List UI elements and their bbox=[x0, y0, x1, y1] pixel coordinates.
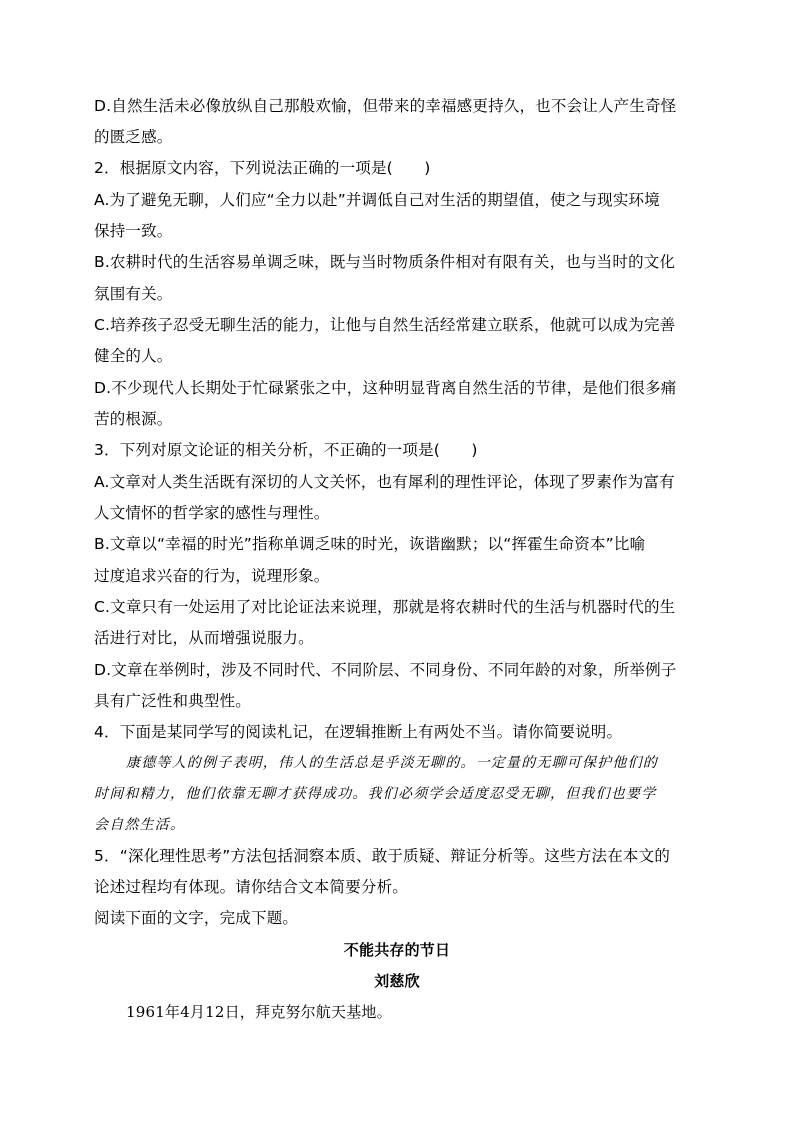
q3-option-d-line2: 具有广泛性和典型性。 bbox=[94, 692, 252, 710]
q4-note-line1: 康德等人的例子表明，伟人的生活总是乎淡无聊的。一定量的无聊可保护他们的 bbox=[126, 755, 658, 771]
q3-option-b-line1: B.文章以“幸福的时光”指称单调乏味的时光，诙谐幽默；以“挥霍生命资本”比喻 bbox=[94, 535, 646, 553]
q3-option-d-line1: D.文章在举例时，涉及不同时代、不同阶层、不同身份、不同年龄的对象，所举例子 bbox=[94, 661, 677, 679]
q4-note-line3: 会自然生活。 bbox=[94, 817, 186, 833]
q3-option-a-line1: A.文章对人类生活既有深切的人文关怀，也有犀利的理性评论，体现了罗素作为富有 bbox=[94, 473, 675, 491]
q4-note-line2: 时间和精力，他们依靠无聊才获得成功。我们必须学会适度忍受无聊，但我们也要学 bbox=[94, 786, 657, 802]
q3-option-c-line2: 活进行对比，从而增强说服力。 bbox=[94, 629, 314, 647]
q5-stem-line1: 5．“深化理性思考”方法包括洞察本质、敢于质疑、辩证分析等。这些方法在本文的 bbox=[94, 847, 671, 865]
q2-option-b-line1: B.农耕时代的生活容易单调乏味，既与当时物质条件相对有限有关，也与当时的文化 bbox=[94, 253, 676, 271]
q2-option-d-line1: D.不少现代人长期处于忙碌紧张之中，这种明显背离自然生活的节律，是他们很多痛 bbox=[94, 379, 677, 397]
q2-option-c-line1: C.培养孩子忍受无聊生活的能力，让他与自然生活经常建立联系，他就可以成为完善 bbox=[94, 316, 676, 334]
q2-option-c-line2: 健全的人。 bbox=[94, 347, 173, 365]
story-first-line: 1961年4月12日，拜克努尔航天基地。 bbox=[126, 1003, 392, 1021]
q3-stem: 3．下列对原文论证的相关分析，不正确的一项是( ) bbox=[94, 441, 478, 459]
q2-option-a-line2: 保持一致。 bbox=[94, 222, 173, 240]
story-title: 不能共存的节日 bbox=[343, 941, 451, 959]
story-author: 刘慈欣 bbox=[374, 972, 420, 990]
q2-stem: 2．根据原文内容，下列说法正确的一项是( ) bbox=[94, 159, 431, 177]
q2-option-b-line2: 氛围有关。 bbox=[94, 285, 173, 303]
q5-stem-line2: 论述过程均有体现。请你结合文本简要分析。 bbox=[94, 878, 409, 896]
q2-option-d-line2: 苦的根源。 bbox=[94, 410, 173, 428]
q1-option-d-line2: 的匮乏感。 bbox=[94, 128, 173, 146]
q3-option-c-line1: C.文章只有一处运用了对比论证法来说理，那就是将农耕时代的生活与机器时代的生 bbox=[94, 598, 676, 616]
q3-option-b-line2: 过度追求兴奋的行为，说理形象。 bbox=[94, 567, 330, 585]
q1-option-d-line1: D.自然生活未必像放纵自己那般欢愉，但带来的幸福感更持久，也不会让人产生奇怪 bbox=[94, 97, 677, 115]
q3-option-a-line2: 人文情怀的哲学家的感性与理性。 bbox=[94, 504, 330, 522]
q2-option-a-line1: A.为了避免无聊，人们应“全力以赴”并调低自己对生活的期望值，使之与现实环境 bbox=[94, 191, 660, 209]
q4-stem: 4．下面是某同学写的阅读札记，在逻辑推断上有两处不当。请你简要说明。 bbox=[94, 723, 623, 741]
reading-instruction: 阅读下面的文字，完成下题。 bbox=[94, 909, 299, 927]
